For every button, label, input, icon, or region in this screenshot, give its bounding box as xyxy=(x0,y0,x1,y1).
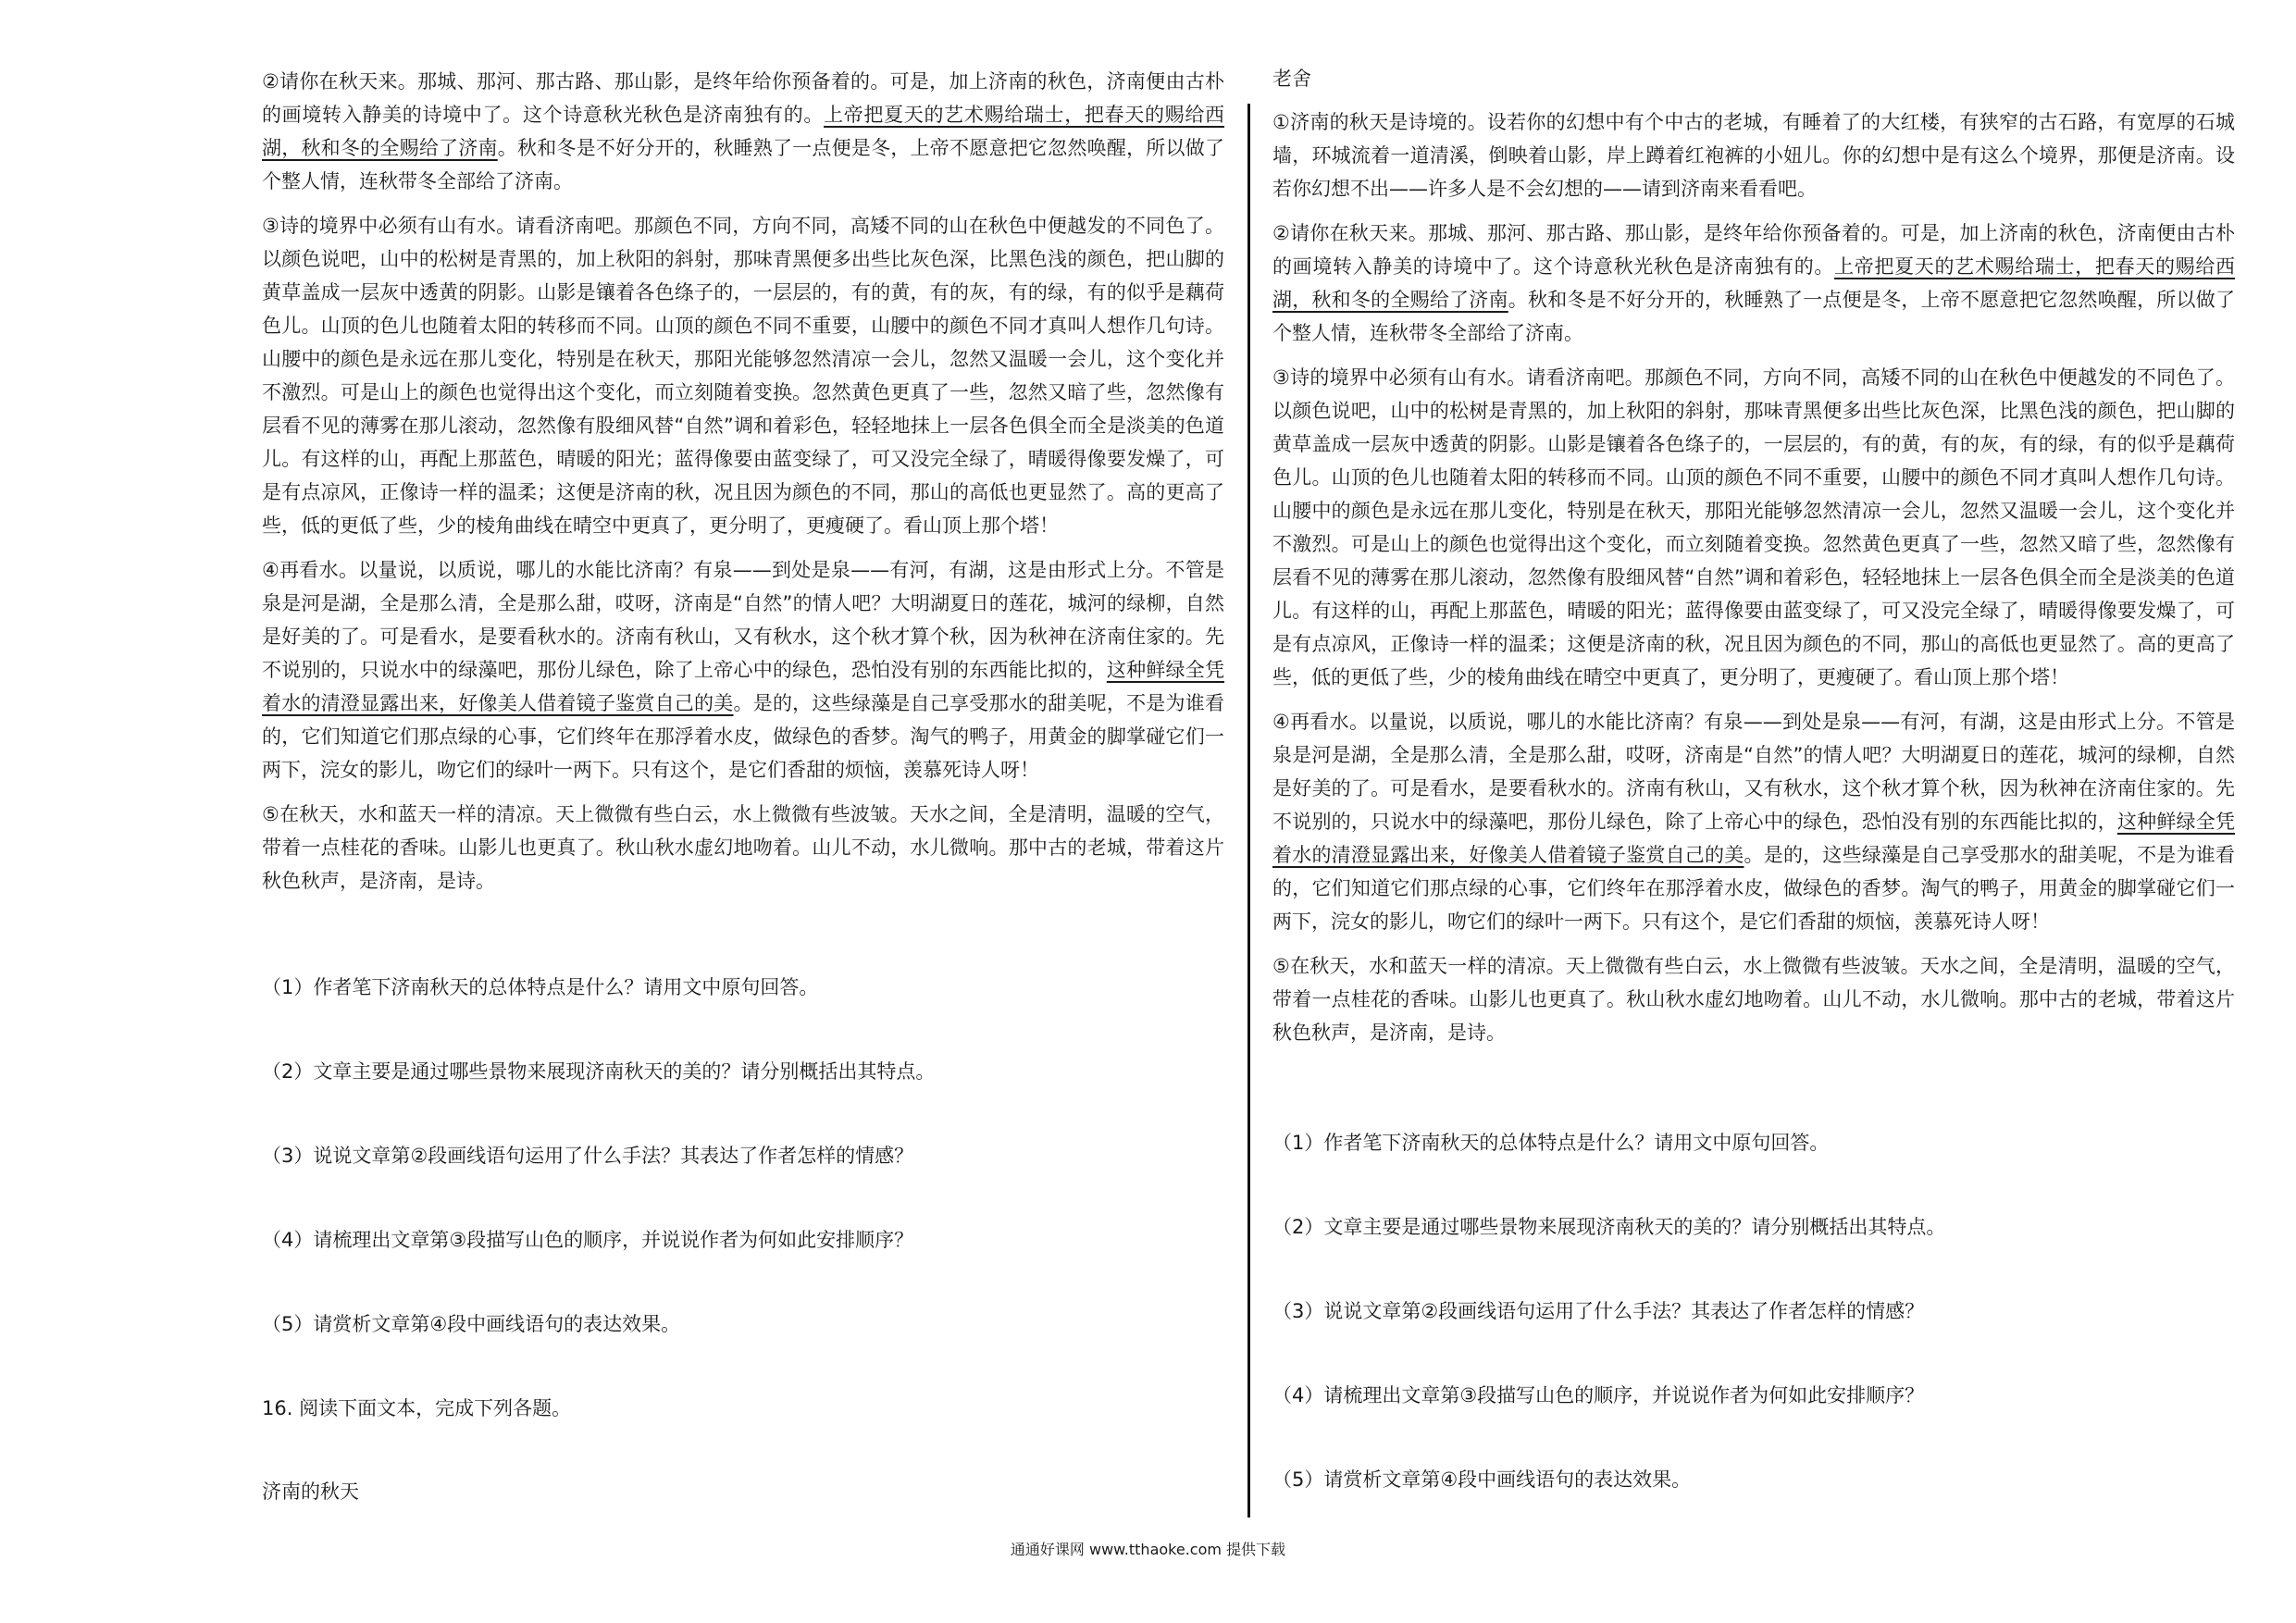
page-footer: 通通好课网 www.tthaoke.com 提供下载 xyxy=(1010,1541,1286,1558)
left-question-4: （4）请梳理出文章第③段描写山色的顺序，并说说作者为何如此安排顺序？ xyxy=(262,1229,914,1251)
right-paragraph-3: ③诗的境界中必须有山有水。请看济南吧。那颜色不同，方向不同，高矮不同的山在秋色中便越发的不同色了。以颜色说吧，山中的松树是青黑的，加上秋阳的斜射，那味青黑便多出些比灰色深，比黑色浅的颜色，把山脚的黄草盖成一层灰中透黄的阴影。山影是镶着各色绦子的，一层层的，有的黄，有的灰，有的绿，有的似乎是藕荷色儿。山顶的色儿也随着太阳的转移而不同。山顶的颜色不同不重要，山腰中的颜色不同才真叫人想作几句诗。山腰中的颜色是永远在那儿变化，特别是在秋天，那阳光能够忽然清凉一会儿，忽然又温暖一会儿，这个变化并不激烈。可是山上的颜色也觉得出这个变化，而立刻随着变换。忽然黄色更真了一些，忽然又暗了些，忽然像有层看不见的薄雾在那儿滚动，忽然像有股细风替“自然”调和着彩色，轻轻地抹上一层各色俱全而全是淡美的色道儿。有这样的山，再配上那蓝色，晴暖的阳光；蓝得像要由蓝变绿了，可又没完全绿了，晴暖得像要发燥了，可是有点凉风，正像诗一样的温柔；这便是济南的秋，况且因为颜色的不同，那山的高低也更显然了。高的更高了些，低的更低了些，少的棱角曲线在晴空中更真了，更分明了，更瘦硬了。看山顶上那个塔！ xyxy=(1272,366,2235,688)
left-question-2: （2）文章主要是通过哪些景物来展现济南秋天的美的？请分别概括出其特点。 xyxy=(262,1060,936,1083)
right-question-5: （5）请赏析文章第④段中画线语句的表达效果。 xyxy=(1272,1468,1692,1491)
left-p2-text-b: 。秋和冬是不好分开的，秋睡熟了一点便是冬，上帝不愿意把它忽然唤醒，所以做了个整人情，连秋带冬全部给了济南。 xyxy=(262,137,1224,192)
left-question-5: （5）请赏析文章第④段中画线语句的表达效果。 xyxy=(262,1313,681,1335)
right-paragraph-2 xyxy=(1272,217,2235,350)
question-16-heading: 16. 阅读下面文本，完成下列各题。 xyxy=(262,1397,572,1419)
left-question-1: （1）作者笔下济南秋天的总体特点是什么？请用文中原句回答。 xyxy=(262,976,819,998)
right-paragraph-5: ⑤在秋天，水和蓝天一样的清凉。天上微微有些白云，水上微微有些波皱。天水之间，全是清明，温暖的空气，带着一点桂花的香味。山影儿也更真了。秋山秋水虚幻地吻着。山儿不动，水儿微响。那中古的老城，带着这片秋色秋声，是济南，是诗。 xyxy=(1272,955,2235,1044)
left-p2-underlined-sentence: 上帝把夏天的艺术赐给瑞士，把春天的赐给西湖，秋和冬的全赐给了济南 xyxy=(262,104,1224,159)
author-name: 老舍 xyxy=(1272,68,1311,90)
left-p4-text-b: 。是的，这些绿藻是自己享受那水的甜美呢，不是为谁看的，它们知道它们那点绿的心事，它们终年在那浮着水皮，做绿色的香梦。淘气的鸭子，用黄金的脚掌碰它们一两下，浣女的影儿，吻它们的绿叶一两下。只有这个，是它们香甜的烦恼，羡慕死诗人呀！ xyxy=(262,692,1224,781)
article-title: 济南的秋天 xyxy=(262,1481,359,1503)
right-p4-text-a: ④再看水。以量说，以质说，哪儿的水能比济南？有泉——到处是泉——有河，有湖，这是由形式上分。不管是泉是河是湖，全是那么清，全是那么甜，哎呀，济南是“自然”的情人吧？大明湖夏日的莲花，城河的绿柳，自然是好美的了。可是看水，是要看秋水的。济南有秋山，又有秋水，这个秋才算个秋，因为秋神在济南住家的。先不说别的，只说水中的绿藻吧，那份儿绿色，除了上帝心中的绿色，恐怕没有别的东西能比拟的， xyxy=(1272,711,2235,833)
right-question-1: （1）作者笔下济南秋天的总体特点是什么？请用文中原句回答。 xyxy=(1272,1132,1830,1154)
right-question-4: （4）请梳理出文章第③段描写山色的顺序，并说说作者为何如此安排顺序？ xyxy=(1272,1384,1925,1406)
left-question-3: （3）说说文章第②段画线语句运用了什么手法？其表达了作者怎样的情感？ xyxy=(262,1145,914,1167)
left-paragraph-2 xyxy=(262,65,1224,198)
right-paragraph-4 xyxy=(1272,705,2235,938)
right-question-2: （2）文章主要是通过哪些景物来展现济南秋天的美的？请分别概括出其特点。 xyxy=(1272,1216,1946,1238)
left-paragraph-4 xyxy=(262,553,1224,787)
left-p4-text-a: ④再看水。以量说，以质说，哪儿的水能比济南？有泉——到处是泉——有河，有湖，这是由形式上分。不管是泉是河是湖，全是那么清，全是那么甜，哎呀，济南是“自然”的情人吧？大明湖夏日的莲花，城河的绿柳，自然是好美的了。可是看水，是要看秋水的。济南有秋山，又有秋水，这个秋才算个秋，因为秋神在济南住家的。先不说别的，只说水中的绿藻吧，那份儿绿色，除了上帝心中的绿色，恐怕没有别的东西能比拟的， xyxy=(262,559,1224,681)
right-p2-text-b: 。秋和冬是不好分开的，秋睡熟了一点便是冬，上帝不愿意把它忽然唤醒，所以做了个整人情，连秋带冬全部给了济南。 xyxy=(1272,289,2235,344)
column-divider xyxy=(1247,104,1250,1518)
left-paragraph-5: ⑤在秋天，水和蓝天一样的清凉。天上微微有些白云，水上微微有些波皱。天水之间，全是清明，温暖的空气，带着一点桂花的香味。山影儿也更真了。秋山秋水虚幻地吻着。山儿不动，水儿微响。那中古的老城，带着这片秋色秋声，是济南，是诗。 xyxy=(262,803,1224,892)
right-p4-underlined-sentence: 这种鲜绿全凭着水的清澄显露出来，好像美人借着镜子鉴赏自己的美 xyxy=(1272,811,2236,866)
left-paragraph-3: ③诗的境界中必须有山有水。请看济南吧。那颜色不同，方向不同，高矮不同的山在秋色中便越发的不同色了。以颜色说吧，山中的松树是青黑的，加上秋阳的斜射，那味青黑便多出些比灰色深，比黑色浅的颜色，把山脚的黄草盖成一层灰中透黄的阴影。山影是镶着各色绦子的，一层层的，有的黄，有的灰，有的绿，有的似乎是藕荷色儿。山顶的色儿也随着太阳的转移而不同。山顶的颜色不同不重要，山腰中的颜色不同才真叫人想作几句诗。山腰中的颜色是永远在那儿变化，特别是在秋天，那阳光能够忽然清凉一会儿，忽然又温暖一会儿，这个变化并不激烈。可是山上的颜色也觉得出这个变化，而立刻随着变换。忽然黄色更真了一些，忽然又暗了些，忽然像有层看不见的薄雾在那儿滚动，忽然像有股细风替“自然”调和着彩色，轻轻地抹上一层各色俱全而全是淡美的色道儿。有这样的山，再配上那蓝色，晴暖的阳光；蓝得像要由蓝变绿了，可又没完全绿了，晴暖得像要发燥了，可是有点凉风，正像诗一样的温柔；这便是济南的秋，况且因为颜色的不同，那山的高低也更显然了。高的更高了些，低的更低了些，少的棱角曲线在晴空中更真了，更分明了，更瘦硬了。看山顶上那个塔！ xyxy=(262,215,1224,537)
right-column xyxy=(1272,65,2236,1491)
right-p4-text-b: 。是的，这些绿藻是自己享受那水的甜美呢，不是为谁看的，它们知道它们那点绿的心事，它们终年在那浮着水皮，做绿色的香梦。淘气的鸭子，用黄金的脚掌碰它们一两下，浣女的影儿，吻它们的绿叶一两下。只有这个，是它们香甜的烦恼，羡慕死诗人呀！ xyxy=(1272,844,2235,933)
right-p2-text-a: ②请你在秋天来。那城、那河、那古路、那山影，是终年给你预备着的。可是，加上济南的秋色，济南便由古朴的画境转入静美的诗境中了。这个诗意秋光秋色是济南独有的。 xyxy=(1272,222,2235,278)
right-question-3: （3）说说文章第②段画线语句运用了什么手法？其表达了作者怎样的情感？ xyxy=(1272,1300,1925,1322)
right-paragraph-1: ①济南的秋天是诗境的。设若你的幻想中有个中古的老城，有睡着了的大红楼，有狭窄的古石路，有宽厚的石城墙，环城流着一道清溪，倒映着山影，岸上蹲着红袍裤的小妞儿。你的幻想中是有这么个境界，那便是济南。设若你幻想不出——许多人是不会幻想的——请到济南来看看吧。 xyxy=(1272,111,2235,200)
left-p2-text-a: ②请你在秋天来。那城、那河、那古路、那山影，是终年给你预备着的。可是，加上济南的秋色，济南便由古朴的画境转入静美的诗境中了。这个诗意秋光秋色是济南独有的。 xyxy=(262,70,1224,126)
right-p2-underlined-sentence: 上帝把夏天的艺术赐给瑞士，把春天的赐给西湖，秋和冬的全赐给了济南 xyxy=(1272,255,2235,311)
left-p4-underlined-sentence: 这种鲜绿全凭着水的清澄显露出来，好像美人借着镜子鉴赏自己的美 xyxy=(262,659,1225,714)
left-column xyxy=(262,65,1225,1503)
